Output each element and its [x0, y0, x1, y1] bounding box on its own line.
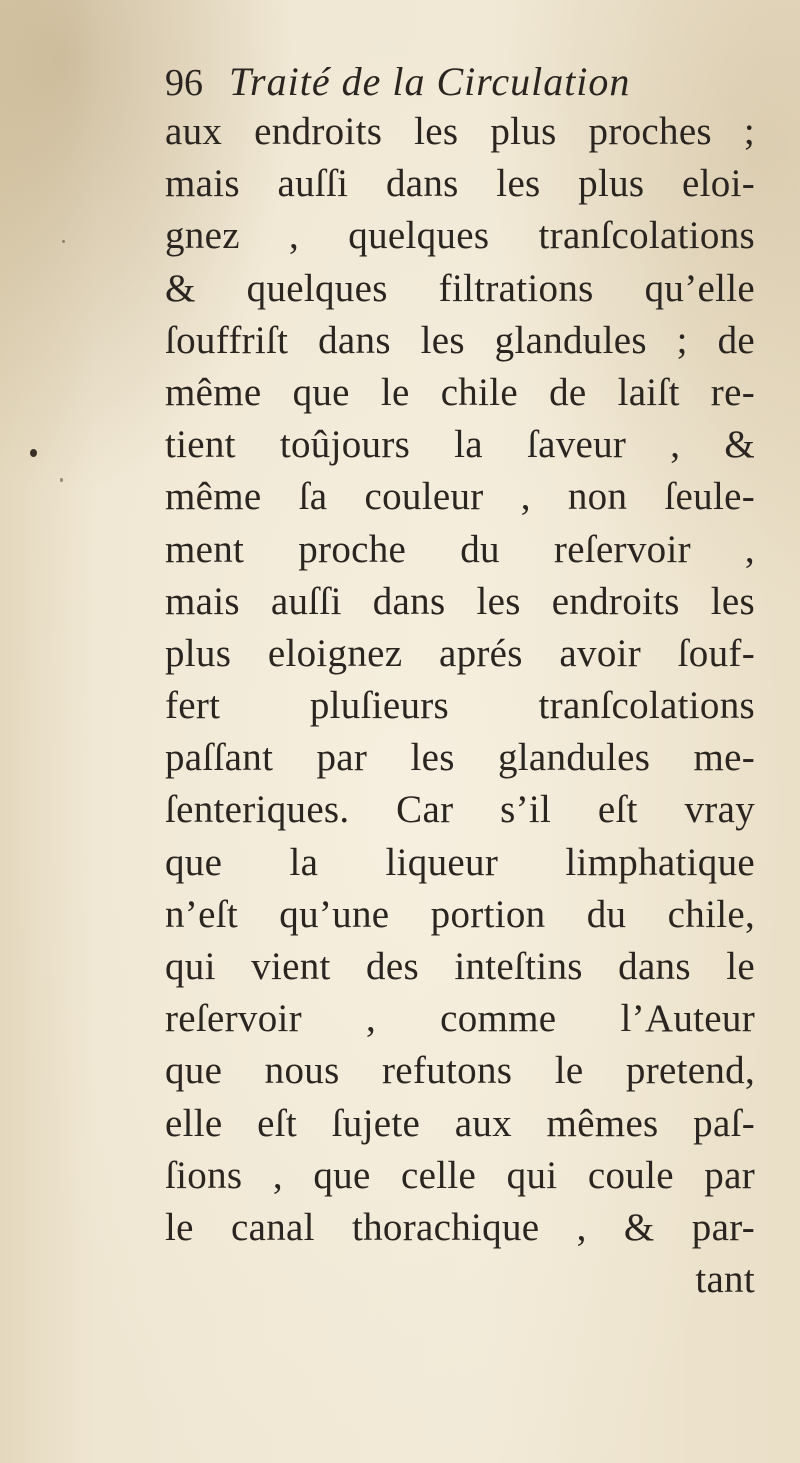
text-line: aux endroits les plus proches ;: [165, 110, 755, 153]
text-line: & quelques filtrations qu’elle: [165, 266, 755, 310]
text-line: gnez , quelques tranſcolations: [165, 214, 755, 258]
ink-spot: [62, 240, 65, 243]
text-line: que la liqueur limphatique: [165, 840, 755, 884]
text-line: ment proche du reſervoir ,: [165, 527, 755, 571]
text-line: reſervoir , comme l’Auteur: [165, 997, 755, 1041]
text-line: ſenteriques. Car s’il eſt vray: [165, 788, 755, 832]
text-line: fert pluſieurs tranſcolations: [165, 684, 755, 728]
text-line: que nous refutons le pretend,: [165, 1049, 755, 1093]
body-text: [165, 106, 755, 1306]
text-line: ſions , que celle qui coule par: [165, 1153, 755, 1197]
running-title: Traité de la Circulation: [229, 59, 631, 104]
text-line: mais auſſi dans les plus eloi-: [165, 162, 755, 206]
text-line: tient toûjours la ſaveur , &: [165, 423, 755, 467]
page-number: 96: [165, 62, 203, 104]
text-line: plus eloignez aprés avoir ſouf-: [165, 631, 755, 675]
text-line: paſſant par les glandules me-: [165, 736, 755, 780]
text-line: le canal thorachique , & par-: [165, 1205, 755, 1249]
text-line: mais auſſi dans les endroits les: [165, 579, 755, 623]
catchword: tant: [695, 1258, 755, 1302]
text-line: même que le chile de laiſt re-: [165, 370, 755, 414]
ink-spot: [60, 478, 63, 482]
text-line: ſouffriſt dans les glandules ; de: [165, 318, 755, 362]
text-line: n’eſt qu’une portion du chile,: [165, 892, 755, 936]
text-line: elle eſt ſujete aux mêmes paſ-: [165, 1101, 755, 1145]
ink-spot: [30, 449, 37, 457]
text-line: qui vient des inteſtins dans le: [165, 945, 755, 988]
text-line: même ſa couleur , non ſeule-: [165, 475, 755, 519]
